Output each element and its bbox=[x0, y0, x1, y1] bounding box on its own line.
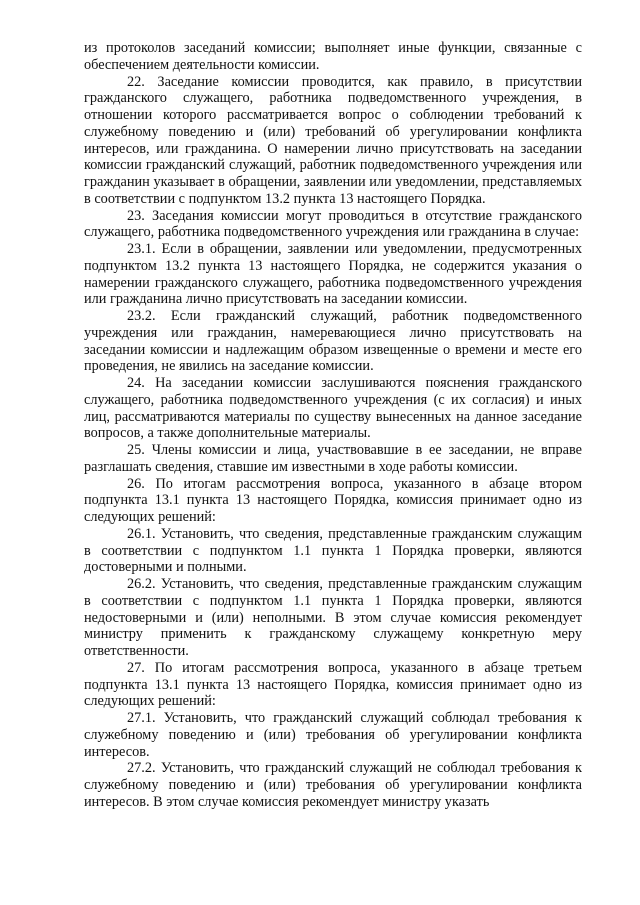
paragraph-22: 22. Заседание комиссии проводится, как правило, в присутствии гражданского служащего, работника подведомственного учреждения, в отношении которого рассматривается вопрос о соблюдении требований к служебному поведению и (или) требований об урегулировании конфликта интересов, или гражданина. О намерении лично присутствовать на заседании комиссии гражданский служащий, работник подведомственного учреждения или гражданин указывает в обращении, заявлении или уведомлении, представляемых в соответствии с подпунктом 13.2 пункта 13 настоящего Порядка. bbox=[84, 73, 582, 207]
paragraph-23-2: 23.2. Если гражданский служащий, работник подведомственного учреждения или гражданин, намеревающиеся лично присутствовать на заседании комиссии и надлежащим образом извещенные о времени и месте его проведения, не явились на заседание комиссии. bbox=[84, 308, 582, 375]
paragraph-27-1: 27.1. Установить, что гражданский служащий соблюдал требования к служебному поведению и (или) требования об урегулировании конфликта интересов. bbox=[84, 710, 582, 760]
paragraph-24: 24. На заседании комиссии заслушиваются пояснения гражданского служащего, работника подведомственного учреждения (с их согласия) и иных лиц, рассматриваются материалы по существу вынесенных на данное заседание вопросов, а также дополнительные материалы. bbox=[84, 375, 582, 442]
paragraph-25: 25. Члены комиссии и лица, участвовавшие в ее заседании, не вправе разглашать сведения, ставшие им известными в ходе работы комиссии. bbox=[84, 442, 582, 475]
paragraph-23: 23. Заседания комиссии могут проводиться в отсутствие гражданского служащего, работника подведомственного учреждения или гражданина в случае: bbox=[84, 207, 582, 241]
paragraph-27: 27. По итогам рассмотрения вопроса, указанного в абзаце третьем подпункта 13.1 пункта 13 настоящего Порядка, комиссия принимает одно из следующих решений: bbox=[84, 659, 582, 710]
document-page bbox=[84, 40, 582, 811]
paragraph-23-1: 23.1. Если в обращении, заявлении или уведомлении, предусмотренных подпунктом 13.2 пункта 13 настоящего Порядка, не содержится указания о намерении гражданского служащего, работника подведомственного учреждения или гражданина лично присутствовать на заседании комиссии. bbox=[84, 241, 582, 308]
paragraph-27-2: 27.2. Установить, что гражданский служащий не соблюдал требования к служебному поведению и (или) требования об урегулировании конфликта интересов. В этом случае комиссия рекомендует министру указать bbox=[84, 760, 582, 810]
paragraph-26-2: 26.2. Установить, что сведения, представленные гражданским служащим в соответствии с подпунктом 1.1 пункта 1 Порядка проверки, являются недостоверными и (или) неполными. В этом случае комиссия рекомендует министру применить к гражданскому служащему конкретную меру ответственности. bbox=[84, 576, 582, 659]
paragraph-26-1: 26.1. Установить, что сведения, представленные гражданским служащим в соответствии с подпунктом 1.1 пункта 1 Порядка проверки, являются достоверными и полными. bbox=[84, 525, 582, 576]
paragraph-26: 26. По итогам рассмотрения вопроса, указанного в абзаце втором подпункта 13.1 пункта 13 настоящего Порядка, комиссия принимает одно из следующих решений: bbox=[84, 475, 582, 525]
paragraph-continuation: из протоколов заседаний комиссии; выполняет иные функции, связанные с обеспечением деятельности комиссии. bbox=[84, 40, 582, 73]
